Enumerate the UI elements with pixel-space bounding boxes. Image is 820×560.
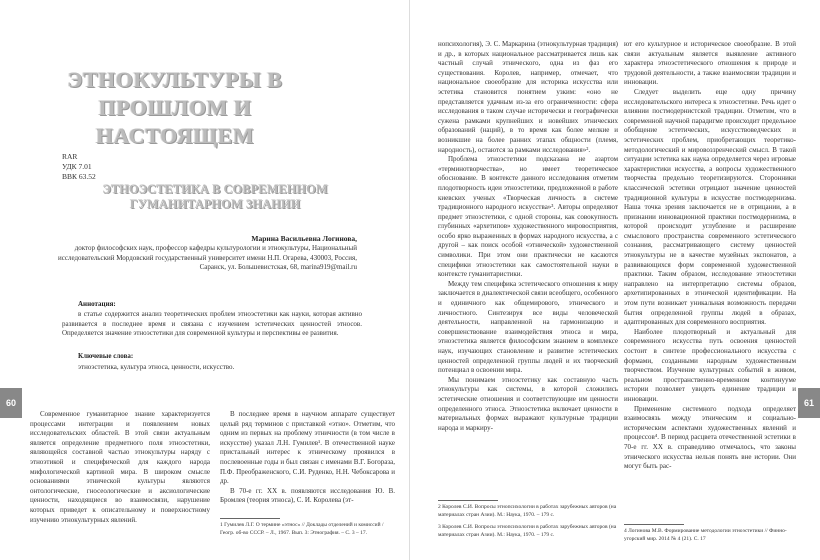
paragraph: Проблема этноэстетики подсказана не азартом «терминотворчества», но имеет теоретическое обоснование. В контексте данного исследования отметим плодотворность идеи этноэстетики, предложенной в работе киевских ученых «Творческая личность в системе традиционного народного искусства»³. Авторы определяют предмет этноэстетики, с одной стороны, как совокупность глубинных «архетипов» художественного мировосприятия, особо ярко выраженных в формах народного искусства, а с другой – как поиск особой «этнической» художественной символики. При этом они практически не касаются специфики этноэстетики как самостоятельной науки в контексте гуманитаристики. <box>438 155 618 279</box>
paragraph: В последнее время в научном аппарате существует целый ряд терминов с приставкой «этно». Отметим, что одним из первых на проблему этничности (в том числе в искусстве) указал Л.Н. Гумилев¹. В отечественной науке пристальный интерес к этническому проявился в послевоенные годы и был связан с именами В.Г. Богораза, П.Ф. Преображенского, С.И. Руденко, Н.Н. Чебоксарова и др. <box>220 410 395 486</box>
keywords-label: Ключевые слова: <box>78 352 134 360</box>
page-number: 61 <box>798 388 820 418</box>
body-column-4 <box>624 40 796 472</box>
paragraph: Между тем специфика эстетического отношения к миру заключается в диалектической связи всеобщего, особенного и единичного как общемирового, этнического и личностного. Синтезируя все виды человеческой деятельности, направленной на гармонизацию и совершенствование взаимодействия этноса и мира, этноэстетика является философским знанием в комплексе наук, изучающих становление и развитие эстетических ценностей определенной группы людей и их творческий потенциал в освоении мира. <box>438 279 618 375</box>
paragraph: Следует выделить еще одну причину исследовательского интереса к этноэстетике. Речь идет о влиянии постмодернистской традиции. Отметим, что в современной научной парадигме происходит предельное обобщение эстетических, искусствоведческих и эстетических проблем, приобретающих теоретико-методологический и мировоззренческий смысл. В такой ситуации эстетика как наука определяется через игровые характеристики искусства, а вопросы художественного творчества предельно теоретизируются. Сторонники классической эстетики отрицают значение ценностей традиционной культуры в искусстве постмодернизма. Наша точка зрения заключается не в отрицании, а в признании инновационной практики постмодернизма, в которой происходит углубление и расширение смыслового пространства современного эстетического сознания, рассматривающего систему ценностей этнокультуры не в качестве музейных экспонатов, а развивающихся форм современной художественной практики. Таким образом, исследование этноэстетики направлено на интерпретацию системы образов, архетипированных в этнической идентификации. На этом пути возникает уникальная возможность передачи бытия определенной группы людей в образах, адаптированных для современного восприятия. <box>624 87 796 327</box>
meta-bbk: ВВК 63.52 <box>62 172 96 181</box>
paragraph: В 70-е гг. XX в. появляются исследования Ю. В. Бромлея (теория этноса), С. И. Королева (эт- <box>220 486 395 505</box>
body-column-3 <box>438 40 618 433</box>
keywords-text: этноэстетика, культура этноса, ценности, искусство. <box>78 363 235 371</box>
paragraph: Мы понимаем этноэстетику как составную часть этнокультуры как системы, в которой сложились эстетические отношения и соответствующие им ценности определенного этноса. Этноэстетика включает ценности в материальных формах выражают культурные традиции народа и маркиру- <box>438 375 618 432</box>
footnote-2: 2 Королев С.И. Вопросы этнопсихологии в работах зарубежных авторов (на материалах стран Азии). М.: Наука, 1970. – 179 с. <box>438 504 617 518</box>
paragraph: ют его культурное и историческое своеобразие. В этой связи актуальным является выявление активного характера этноэстетического отношения к природе и трудовой деятельности, а также взаимосвязи традиции и инновации. <box>624 40 796 87</box>
footnote-1: 1 Гумилев Л.Г. О термине «этнос» // Доклады отделений и комиссий / Геогр. об-во СССР. – Л., 1967. Вып. 3: Этнография. – С. 3 – 17. <box>220 522 384 536</box>
footnote-rule <box>220 518 280 519</box>
body-column-2 <box>220 410 395 506</box>
annotation-label: Аннотация: <box>78 300 116 308</box>
author-name: Марина Васильевна Логинова, <box>251 234 357 243</box>
body-column-1 <box>30 410 210 525</box>
article-title: ЭТНОЭСТЕТИКА В СОВРЕМЕННОМ ГУМАНИТАРНОМ ЗНАНИИ <box>102 182 328 211</box>
paragraph: нопсихология), Э. С. Маркарина (этнокультурная традиция) и др., в которых национальное рассматривается лишь как частный случай этнического, одна из фаз его существования. Королев, например, отмечает, что национальное своеобразие для историка искусства или эстетика становится понятием узким: «оно не представляется удачным из-за его ограниченности: сфера исследования в таком случае исторически и географически сужена рамками крупнейших и новейших этнических образований (наций), в то время как более мелкие и возникшие на более ранних этапах общности (племя, народность), остаются за рамками исследования»². <box>438 40 618 154</box>
footnote-3: 3 Королев С.И. Вопросы этнопсихологии в работах зарубежных авторов (на материалах стран Азии). М.: Наука, 1970. – 179 с. <box>438 524 617 538</box>
paragraph: Наиболее плодотворный и актуальный для современного искусства путь освоения ценностей состоит в синтезе профессионального искусства с формами, созданными народным художественным творчеством. Изучение культурных событий в живом, реальном пространственно-временном континууме истории позволяет увидеть единение традиции и инновации. <box>624 327 796 403</box>
meta-udk: УДК 7.01 <box>62 162 92 171</box>
classification-codes <box>62 152 96 182</box>
footnote-4: 4 Логинова М.В. Формирование методологии этноэстетики // Финно-угорский мир. 2014 № 4 (21). С. 17 <box>624 528 787 542</box>
paragraph: Современное гуманитарное знание характеризуется процессами интеграции и появлением новых исследовательских областей. В этой связи актуальным является определение предметного поля этноэстетики, являющейся составной частью этнокультуры наряду с этноэтикой и специфической для каждого народа мифологической картиной мира. В широком смысле основаниями этнической культуры являются онтологические, гносеологические и аксиологические ценности, находящиеся во взаимосвязи, нарушение которых приведет к описательному и поверхностному изучению этнокультурных явлений. <box>30 410 210 524</box>
right-page <box>410 0 820 560</box>
footnote-rule <box>624 524 684 525</box>
meta-rar: RAR <box>62 152 78 161</box>
page-title: ЭТНОКУЛЬТУРЫ В ПРОШЛОМ И НАСТОЯЩЕМ <box>67 67 283 148</box>
annotation-text: в статье содержится анализ теоретических проблем этноэстетики как науки, которая активно развивается в последнее время и связана с изучением эстетических ценностей этносов. Определяется значение этноэстетики для современной культуры и перспективы ее развития. <box>62 310 362 337</box>
footnote-rule <box>438 500 498 501</box>
paragraph: Применение системного подхода определяет взаимосвязь между этническим и социально-историческим аспектами художественных явлений и процессов⁴. В период расцвета отечественной эстетики в 70-е гг. XX в. справедливо отмечалось, что законы этнического искусства нельзя понять вне истории. Они могут быть рас- <box>624 404 796 471</box>
author-affiliation: доктор философских наук, профессор кафедры культурологии и этнокультуры, Национальный исследовательский Мордовский государственный университет имени Н.П. Огарева, 430003, Россия, Саранск, ул. Большевистская, 68, marina919@mail.ru <box>57 244 357 271</box>
page-number: 60 <box>0 388 22 418</box>
